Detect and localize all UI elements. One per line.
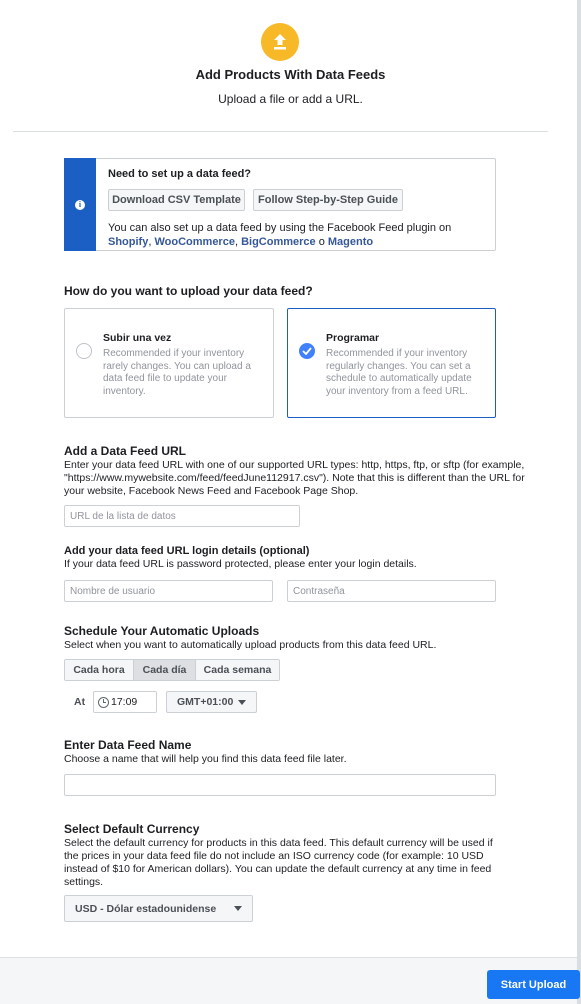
upload-method-heading: How do you want to upload your data feed? [64, 284, 313, 298]
upload-once-title: Subir una vez [103, 332, 172, 344]
login-desc: If your data feed URL is password protected, please enter your login details. [64, 558, 417, 570]
feed-name-heading: Enter Data Feed Name [64, 738, 192, 752]
shopify-link[interactable]: Shopify [108, 236, 149, 248]
page-subtitle: Upload a file or add a URL. [218, 92, 363, 106]
time-value: 17:09 [111, 696, 138, 708]
step-by-step-guide-button[interactable]: Follow Step-by-Step Guide [253, 189, 403, 211]
frequency-selector [64, 659, 280, 681]
schedule-desc: Recommended if your inventory regularly changes. You can set a schedule to automatically update your inventory from a feed URL. [326, 348, 472, 397]
upload-icon [261, 23, 299, 61]
header-divider [13, 131, 548, 132]
schedule-option[interactable] [287, 308, 496, 418]
upload-once-radio[interactable] [76, 343, 92, 359]
woocommerce-link[interactable]: WooCommerce [154, 236, 235, 248]
scrollbar-track[interactable] [577, 0, 581, 1004]
frequency-weekly[interactable]: Cada semana [196, 660, 279, 680]
download-csv-template-button[interactable]: Download CSV Template [108, 189, 245, 211]
feed-url-desc: Enter your data feed URL with one of our supported URL types: http, https, ftp, or sftp (for example, "https://www.mywebsite.com/feed/feedJune112917.csv"). Note that this is different than the URL for your website, Facebook News Feed and Facebook Page Shop. [64, 459, 525, 497]
username-input[interactable]: Nombre de usuario [64, 580, 273, 602]
schedule-desc-text: Select when you want to automatically upload products from this data feed URL. [64, 639, 437, 651]
checkmark-icon [302, 347, 312, 355]
login-heading: Add your data feed URL login details (optional) [64, 545, 310, 557]
at-label: At [74, 696, 86, 708]
timezone-value: GMT+01:00 [177, 696, 234, 708]
currency-desc: Select the default currency for products in this data feed. This default currency will be used if the prices in your data feed file do not include an ISO currency code (for example: 10 USD instead of $10 for American dollars). You can update the default currency at any time in feed settings. [64, 837, 493, 888]
time-input[interactable] [93, 691, 157, 713]
schedule-heading: Schedule Your Automatic Uploads [64, 624, 260, 638]
info-title: Need to set up a data feed? [108, 168, 252, 180]
feed-name-input[interactable] [64, 774, 496, 796]
bigcommerce-link[interactable]: BigCommerce [241, 236, 316, 248]
currency-value: USD - Dólar estadounidense [75, 902, 217, 915]
feed-url-input[interactable]: URL de la lista de datos [64, 505, 300, 527]
chevron-down-icon [234, 906, 242, 911]
currency-heading: Select Default Currency [64, 822, 200, 836]
plugin-info-text: You can also set up a data feed by using the Facebook Feed plugin on Shopify, WooCommerce, BigCommerce o Magento [108, 222, 452, 248]
timezone-dropdown[interactable] [166, 691, 257, 713]
clock-icon [98, 697, 109, 708]
feed-name-desc: Choose a name that will help you find this data feed file later. [64, 753, 347, 765]
frequency-daily[interactable]: Cada día [134, 660, 196, 680]
chevron-down-icon [238, 700, 246, 705]
upload-once-option[interactable] [64, 308, 274, 418]
frequency-hourly[interactable]: Cada hora [65, 660, 134, 680]
password-input[interactable]: Contraseña [287, 580, 496, 602]
start-upload-button[interactable]: Start Upload [487, 970, 580, 999]
magento-link[interactable]: Magento [327, 236, 374, 248]
schedule-title: Programar [326, 332, 380, 344]
info-stripe [64, 158, 96, 251]
upload-once-desc: Recommended if your inventory rarely changes. You can upload a data feed file to update your inventory. [103, 348, 251, 397]
schedule-radio-checked[interactable] [299, 343, 315, 359]
info-icon: i [75, 200, 85, 210]
currency-dropdown[interactable] [64, 895, 253, 922]
setup-info-box [64, 158, 496, 251]
page-title: Add Products With Data Feeds [195, 67, 386, 82]
feed-url-heading: Add a Data Feed URL [64, 444, 187, 458]
